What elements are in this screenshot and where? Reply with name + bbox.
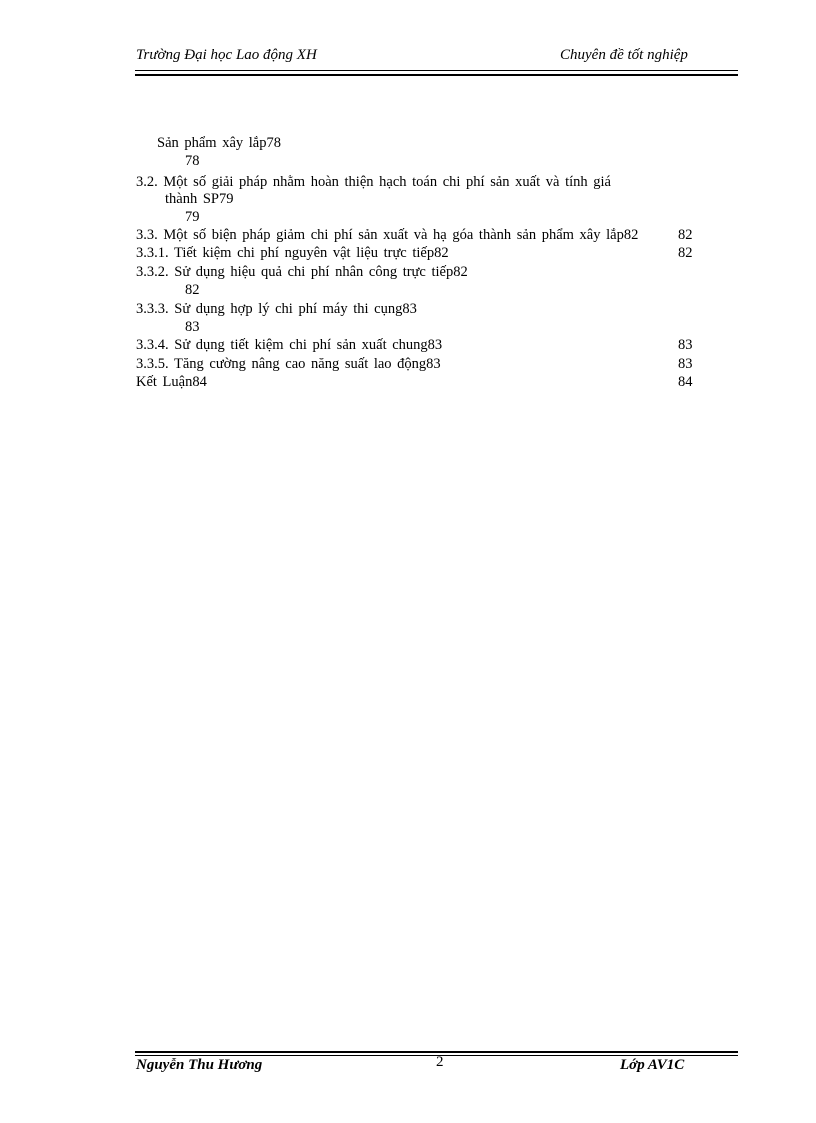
toc-page-number: 82 bbox=[678, 227, 693, 243]
toc-line: 3.3.5. Tăng cường nâng cao năng suất lao động83 bbox=[136, 356, 441, 372]
toc-page-number: 82 bbox=[678, 245, 693, 261]
header-rule-bottom bbox=[135, 74, 738, 76]
toc-line: 79 bbox=[185, 209, 200, 225]
footer-author: Nguyễn Thu Hương bbox=[136, 1057, 263, 1073]
toc-line: 3.3.4. Sử dụng tiết kiệm chi phí sản xuất chung83 bbox=[136, 337, 443, 353]
header-rule-top bbox=[135, 70, 738, 71]
toc-line: 3.3. Một số biện pháp giảm chi phí sản xuất và hạ góa thành sản phẩm xây lắp82 bbox=[136, 227, 639, 243]
header-doc-type: Chuyên đề tốt nghiệp bbox=[560, 47, 688, 63]
toc-line: Sản phẩm xây lắp78 bbox=[157, 135, 281, 151]
footer-rule-top bbox=[135, 1051, 738, 1053]
toc-line: 3.2. Một số giải pháp nhằm hoàn thiện hạch toán chi phí sản xuất và tính giá bbox=[136, 174, 611, 190]
toc-page-number: 83 bbox=[678, 337, 693, 353]
toc-line: 3.3.3. Sử dụng hợp lý chi phí máy thi cụng83 bbox=[136, 301, 417, 317]
footer-class: Lớp AV1C bbox=[620, 1057, 685, 1073]
toc-line: Kết Luận84 bbox=[136, 374, 207, 390]
toc-line: 82 bbox=[185, 282, 200, 298]
toc-line: 3.3.1. Tiết kiệm chi phí nguyên vật liệu trực tiếp82 bbox=[136, 245, 449, 261]
toc-line: 83 bbox=[185, 319, 200, 335]
header-school: Trường Đại học Lao động XH bbox=[136, 47, 317, 63]
toc-page-number: 84 bbox=[678, 374, 693, 390]
toc-line: 3.3.2. Sử dụng hiệu quả chi phí nhân công trực tiếp82 bbox=[136, 264, 468, 280]
footer-page-number: 2 bbox=[436, 1054, 444, 1070]
toc-line: thành SP79 bbox=[165, 191, 234, 207]
toc-line: 78 bbox=[185, 153, 200, 169]
toc-page-number: 83 bbox=[678, 356, 693, 372]
